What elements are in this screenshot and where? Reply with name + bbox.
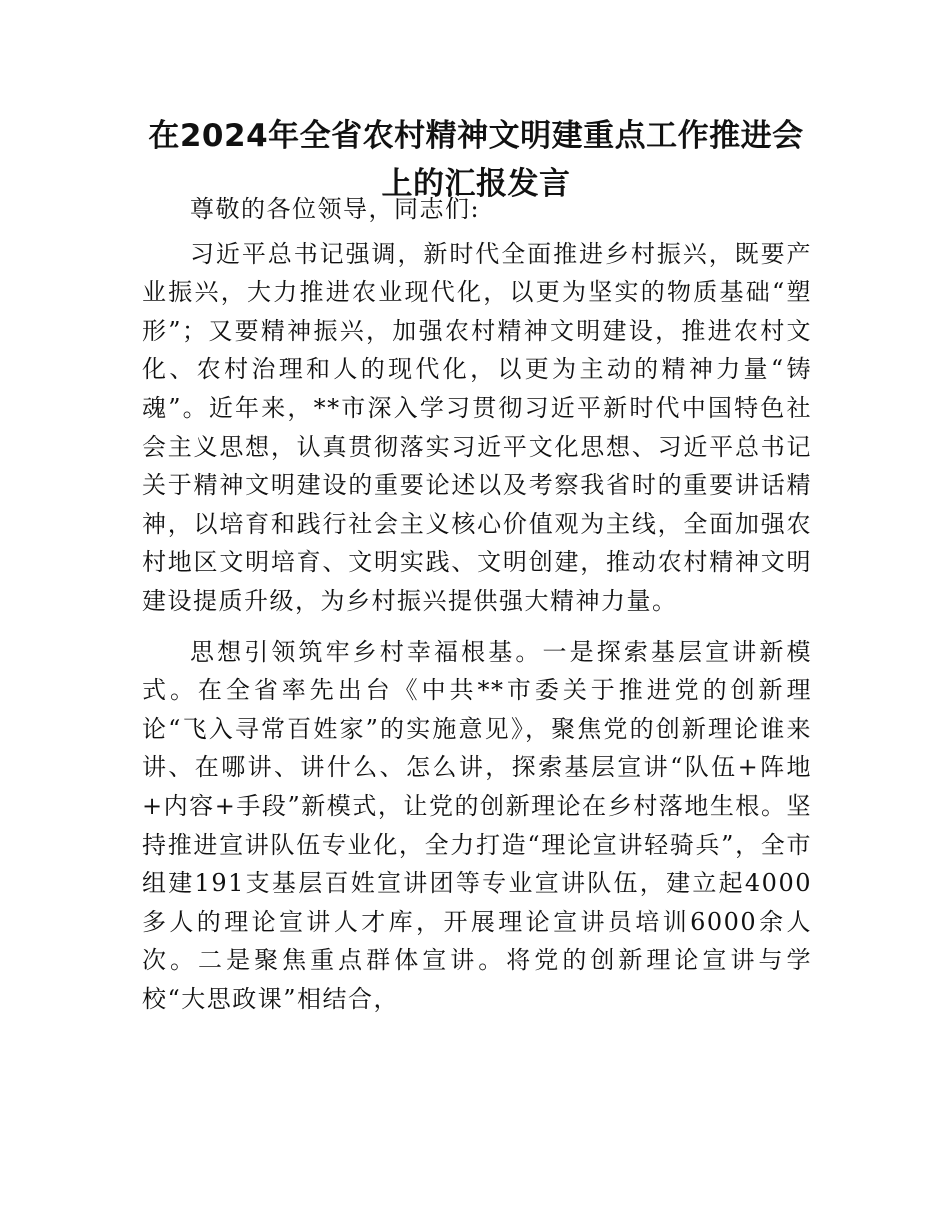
paragraph-ideological-guidance: 思想引领筑牢乡村幸福根基。一是探索基层宣讲新模式。在全省率先出台《中共**市委关于推进党的创新理论“飞入寻常百姓家”的实施意见》，聚焦党的创新理论谁来讲、在哪讲、讲什么、怎么讲，探索基层宣讲“队伍+阵地+内容+手段”新模式，让党的创新理论在乡村落地生根。坚持推进宣讲队伍专业化，全力打造“理论宣讲轻骑兵”，全市组建191支基层百姓宣讲团等专业宣讲队伍，建立起4000多人的理论宣讲人才库，开展理论宣讲员培训6000余人次。二是聚焦重点群体宣讲。将党的创新理论宣讲与学校“大思政课”相结合， bbox=[142, 637, 812, 1013]
salutation: 尊敬的各位领导，同志们: bbox=[190, 195, 481, 223]
document-title: 在2024年全省农村精神文明建重点工作推进会上的汇报发言 bbox=[148, 118, 804, 202]
paragraph-intro: 习近平总书记强调，新时代全面推进乡村振兴，既要产业振兴，大力推进农业现代化，以更为坚实的物质基础“塑形”；又要精神振兴，加强农村精神文明建设，推进农村文化、农村治理和人的现代化，以更为主动的精神力量“铸魂”。近年来，**市深入学习贯彻习近平新时代中国特色社会主义思想，认真贯彻落实习近平文化思想、习近平总书记关于精神文明建设的重要论述以及考察我省时的重要讲话精神，以培育和践行社会主义核心价值观为主线，全面加强农村地区文明培育、文明实践、文明创建，推动农村精神文明建设提质升级，为乡村振兴提供强大精神力量。 bbox=[142, 239, 812, 615]
document-body bbox=[142, 190, 812, 1018]
